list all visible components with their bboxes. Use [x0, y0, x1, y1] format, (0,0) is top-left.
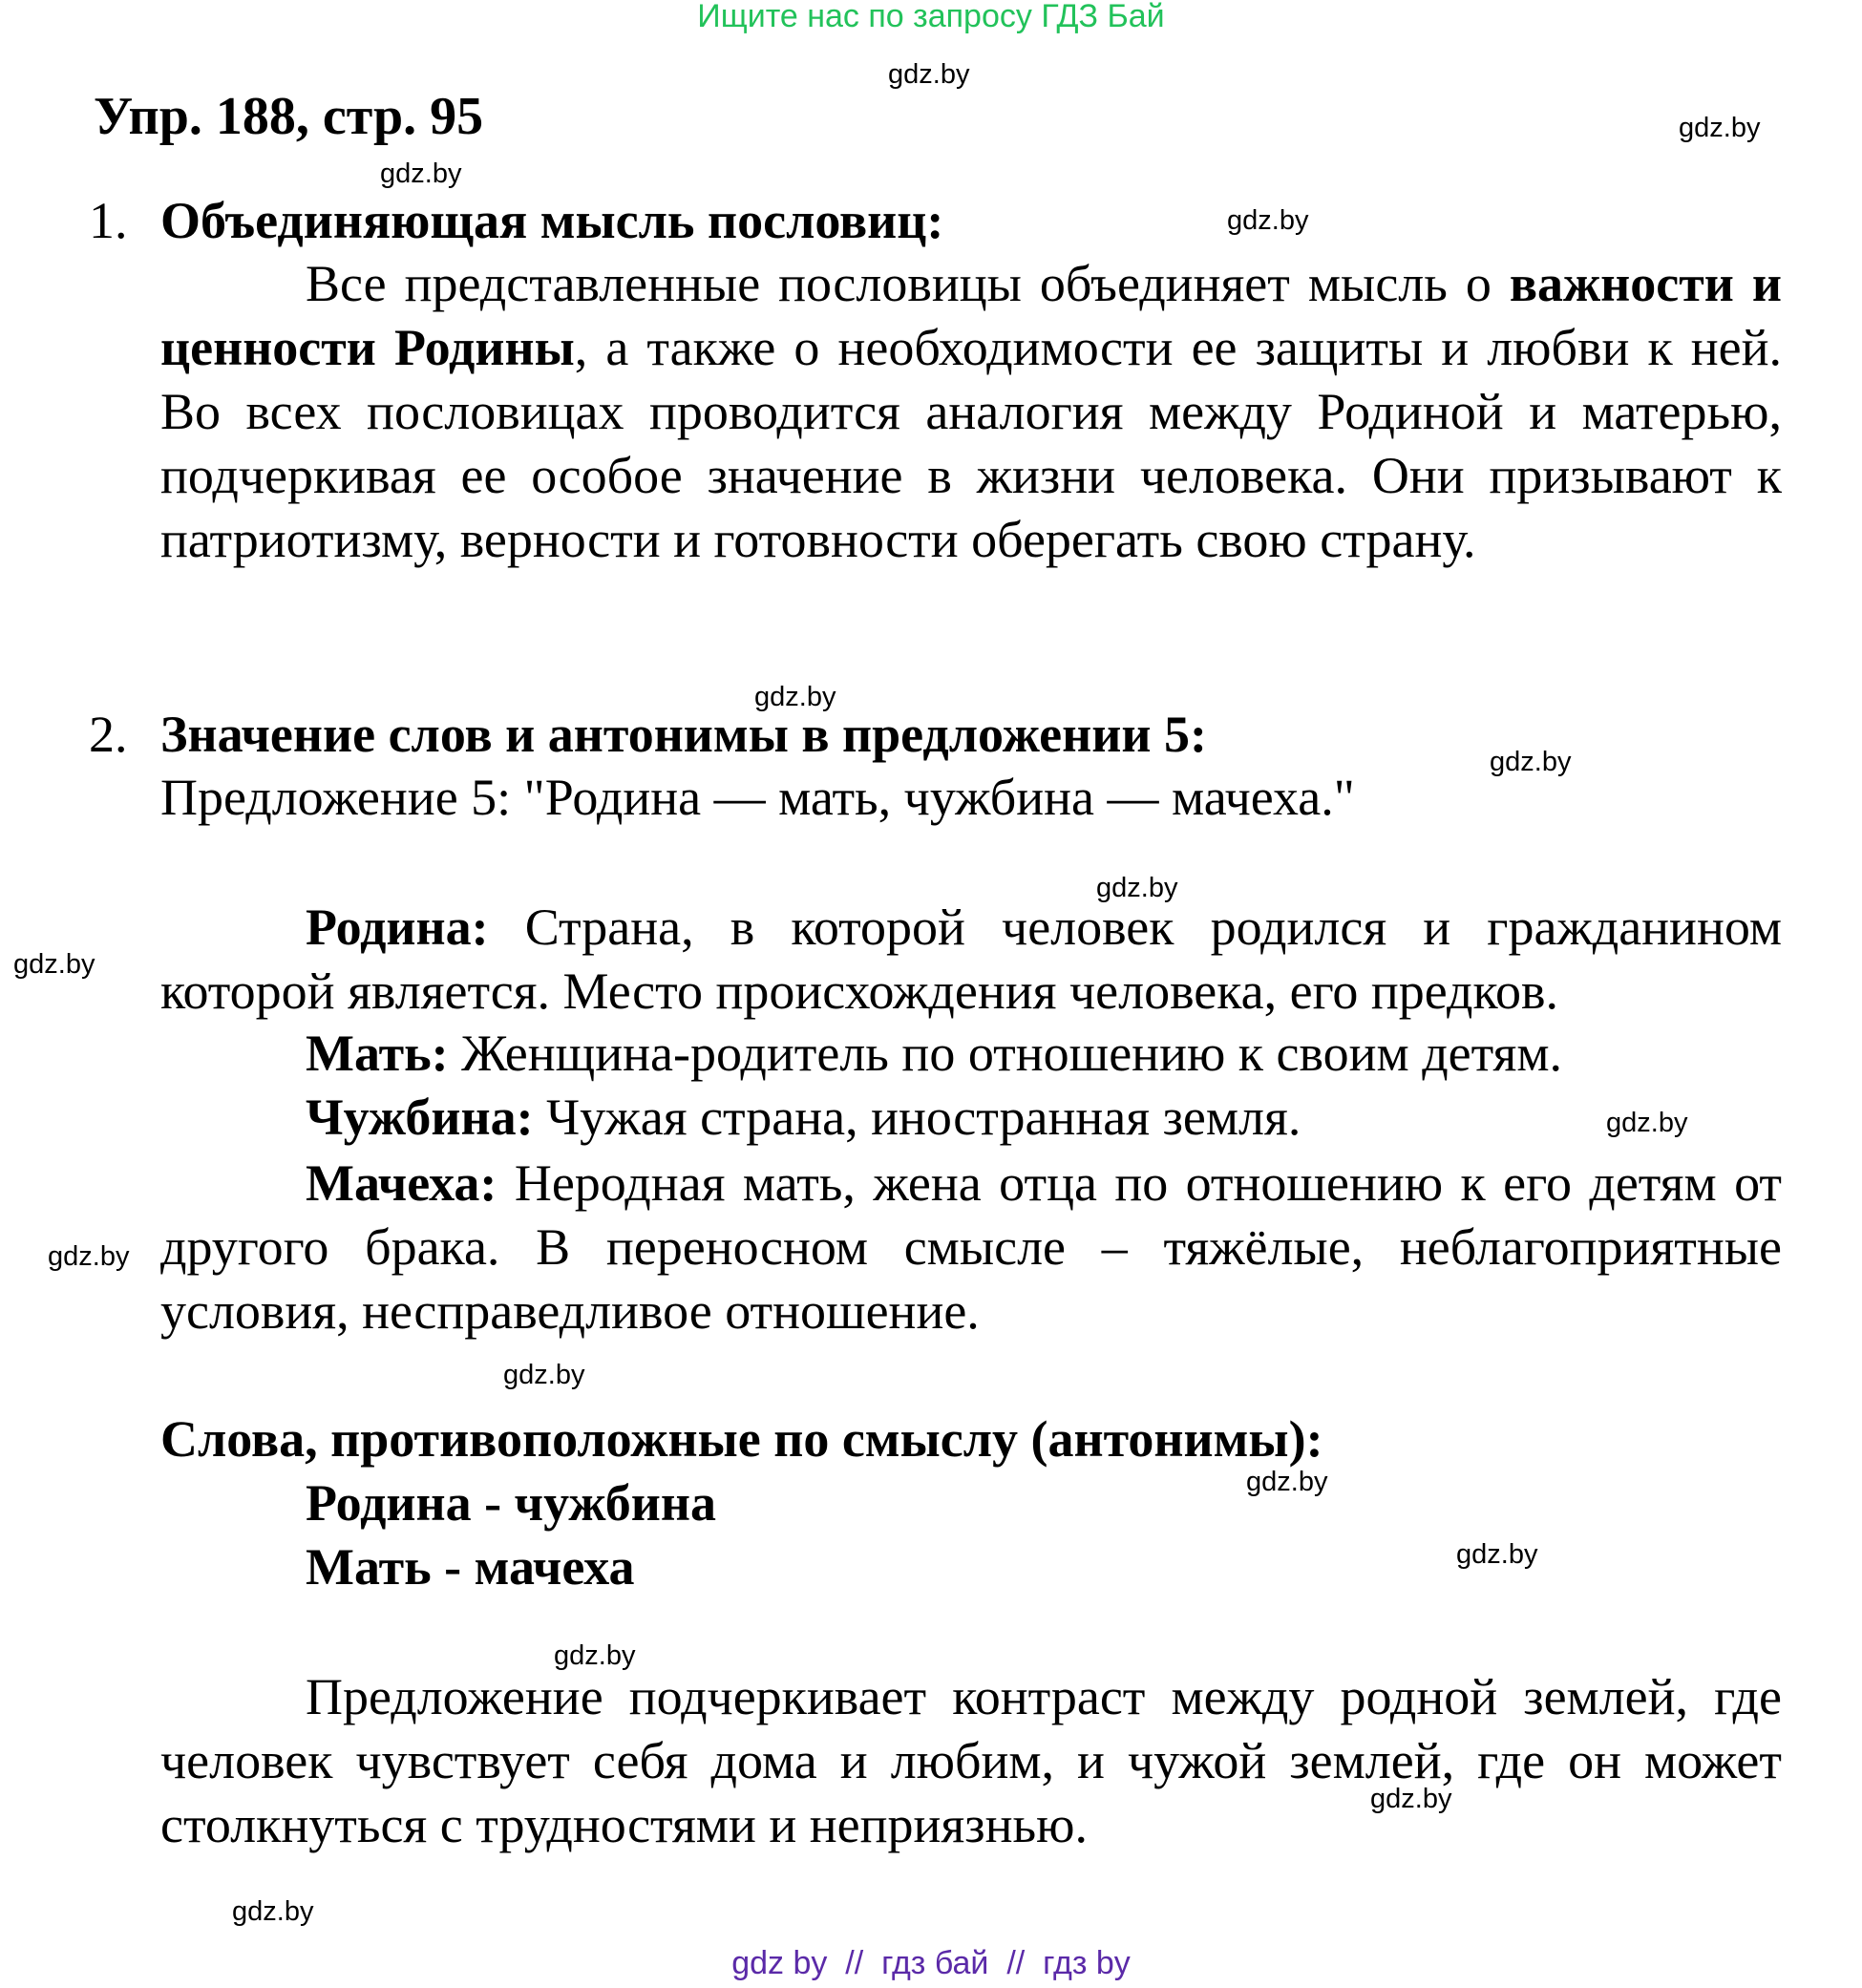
definition-macheha: [160, 1152, 1782, 1343]
section-1-text-bold: важности и ценности Родины: [160, 255, 1782, 376]
top-banner: Ищите нас по запросу ГДЗ Бай: [697, 0, 1165, 34]
section-1-heading: Объединяющая мысль пословиц:: [160, 192, 944, 249]
watermark: gdz.by: [1370, 1784, 1452, 1814]
definition-mat: [306, 1024, 1562, 1083]
watermark: gdz.by: [1227, 205, 1309, 236]
page-title: Упр. 188, стр. 95: [94, 87, 484, 146]
definition-text: Чужая страна, иностранная земля.: [533, 1089, 1301, 1146]
watermark: gdz.by: [232, 1896, 314, 1927]
footer-links: gdz by // гдз бай // гдз by: [731, 1945, 1131, 1981]
watermark: gdz.by: [13, 949, 95, 980]
watermark: gdz.by: [1606, 1108, 1688, 1138]
definition-text: Страна, в которой человек родился и гражданином которой является. Место происхождения человека, его предков.: [160, 899, 1782, 1020]
watermark: gdz.by: [1490, 747, 1572, 777]
section-1-text-end: , а также о необходимости ее защиты и любви к ней. Во всех пословицах проводится аналогия между Родиной и матерью, подчеркивая ее особое значение в жизни человека. Они призывают к патриотизму, верности и готовности оберегать свою страну.: [160, 319, 1783, 568]
section-2-heading: Значение слов и антонимы в предложении 5:: [160, 706, 1207, 763]
watermark: gdz.by: [503, 1360, 585, 1390]
antonyms-heading: Слова, противоположные по смыслу (антонимы):: [160, 1410, 1323, 1468]
definition-text: Неродная мать, жена отца по отношению к его детям от другого брака. В переносном смысле – тяжёлые, неблагоприятные условия, несправедливое отношение.: [160, 1154, 1782, 1340]
watermark: gdz.by: [380, 159, 462, 189]
section-1-number: 1.: [89, 192, 128, 249]
watermark: gdz.by: [1246, 1467, 1328, 1497]
definition-term: Мать:: [306, 1025, 449, 1082]
section-1-text-start: Все представленные пословицы объединяет мысль о: [306, 255, 1510, 312]
conclusion-paragraph: Предложение подчеркивает контраст между родной землей, где человек чувствует себя дома и любим, и чужой землей, где он может столкнуться с трудностями и неприязнью.: [160, 1668, 1782, 1853]
antonym-pair: Родина - чужбина: [306, 1474, 717, 1532]
watermark: gdz.by: [48, 1241, 130, 1272]
section-2-number: 2.: [89, 706, 128, 763]
antonym-pair: Мать - мачеха: [306, 1538, 635, 1596]
definition-chuzhbina: [306, 1088, 1301, 1147]
watermark: gdz.by: [554, 1640, 636, 1671]
definition-term: Мачеха:: [306, 1154, 497, 1212]
definition-rodina: [160, 896, 1782, 1024]
definition-text: Женщина-родитель по отношению к своим детям.: [448, 1025, 1563, 1082]
watermark: gdz.by: [1096, 873, 1178, 903]
watermark: gdz.by: [754, 682, 836, 712]
watermark: gdz.by: [1679, 113, 1761, 143]
section-1-paragraph: [160, 252, 1782, 572]
watermark: gdz.by: [888, 59, 970, 90]
definition-term: Чужбина:: [306, 1089, 534, 1146]
sentence-5: Предложение 5: "Родина — мать, чужбина — мачеха.": [160, 769, 1355, 826]
watermark: gdz.by: [1456, 1539, 1538, 1570]
definition-term: Родина:: [306, 899, 489, 956]
